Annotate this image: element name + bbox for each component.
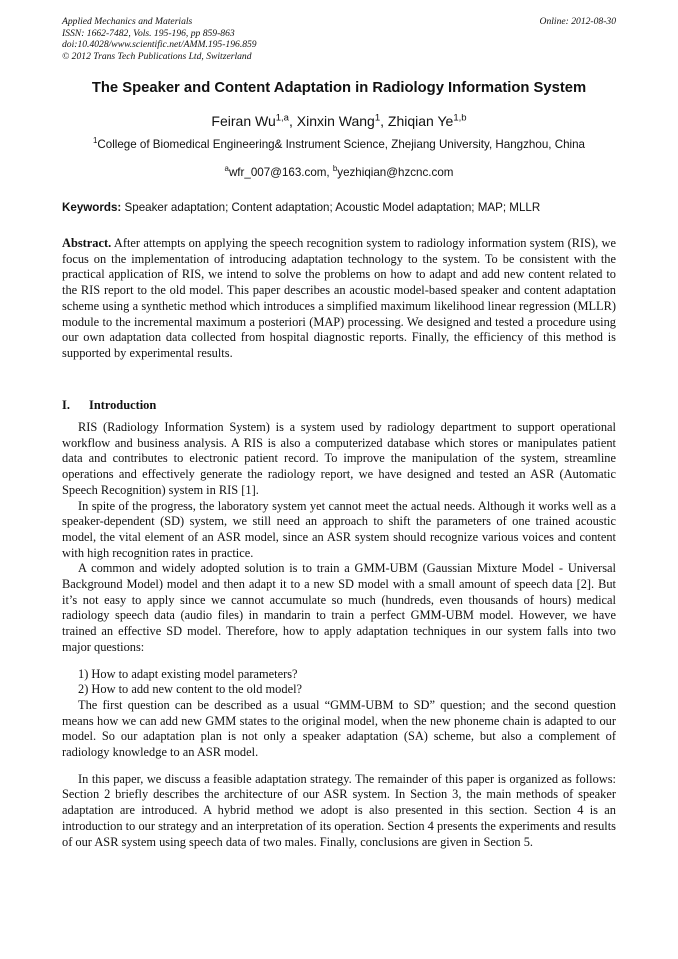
abstract — [62, 236, 616, 362]
paragraph: In spite of the progress, the laboratory system yet cannot meet the actual needs. Although it works well as a speaker-dependent (SD) system, we still need an approach to shift the parameters of one trained acoustic model, the vital element of an ASR model, since an ASR system should recognize various voices and content with high recognition rates in practice. — [62, 498, 616, 560]
section-title: Introduction — [89, 398, 157, 412]
section-heading — [62, 398, 156, 413]
paper-title: The Speaker and Content Adaptation in Radiology Information System — [91, 80, 587, 96]
keywords — [62, 201, 616, 214]
affiliation-text: College of Biomedical Engineering& Instrument Science, Zhejiang University, Hangzhou, China — [97, 138, 586, 151]
paragraph: In this paper, we discuss a feasible adaptation strategy. The remainder of this paper is organized as follows: Section 2 briefly describes the architecture of our ASR system. In Section 3, the main methods of speaker adaptation are introduced. A hybrid method we adopt is also presented in this section. Section 4 is an introduction to our strategy and an interpretation of its operation. Section 4 presents the experiments and results of our ASR system using speech data of two males. Finally, conclusions are given in Section 5. — [62, 771, 616, 849]
affiliation — [40, 138, 638, 151]
keywords-text: Speaker adaptation; Content adaptation; Acoustic Model adaptation; MAP; MLLR — [124, 201, 541, 214]
author-list — [40, 113, 638, 129]
author-emails — [40, 166, 638, 179]
author-affil-mark: 1 — [374, 112, 381, 124]
question-item: 1) How to adapt existing model parameters? — [78, 666, 298, 681]
keywords-label: Keywords: — [62, 201, 122, 214]
paragraph: A common and widely adopted solution is to train a GMM-UBM (Gaussian Mixture Model - Universal Background Model) model and then adapt it to a new SD model with a small amount of speech data [2]. But it’s not easy to apply since we cannot accumulate so much (hundreds, even thousands of hours) medical radiology speech data (audio files) in mandarin to train a perfect GMM-UBM model. However, we have trained an effective SD model. Therefore, how to apply adaptation techniques in our system falls into two major questions: — [62, 561, 616, 654]
paragraph: RIS (Radiology Information System) is a system used by radiology department to support operational workflow and business analysis. A RIS is also a computerized database which stores or manipulates patient data and contributes to electronic patient record. To improve the manipulation of the system, streamline operations and effectively generate the radiology report, we have designed and tested an ASR (Automatic Speech Recognition) system in RIS [1]. — [62, 420, 616, 497]
author-name: Zhiqian Ye — [387, 113, 454, 129]
paragraph: The first question can be described as a usual “GMM-UBM to SD” question; and the second question means how we can add new GMM states to the original model, when the new phoneme chain is adapted to our model. So our adaptation plan is not only a speaker adaptation (SA) scheme, but also a complement of radiology knowledge to an ASR model. — [62, 697, 616, 760]
abstract-text: After attempts on applying the speech recognition system to radiology information system (RIS), we focus on the implementation of introducing adaptation technology to the system. To be consistent with the practical application of RIS, we intend to solve the problems on how to adapt and add new content related to the RIS report to the old model. This paper describes an acoustic model-based speaker and content adaptation scheme using a synthetic method which introduces a simplified maximum likelihood linear regression (MLLR) module to the incremental maximum a posteriori (MAP) processing. We designed and tested a procedure using our own adaptation data collected from hospital diagnostic reports. Finally, the efficiency of this method is supported by experimental results. — [62, 236, 616, 360]
email-b: yezhiqian@hzcnc.com — [337, 166, 454, 179]
author-affil-mark: 1,a — [275, 112, 289, 124]
author-name: Feiran Wu — [211, 113, 276, 129]
email-separator: , — [326, 166, 333, 179]
author-affil-mark: 1,b — [453, 112, 467, 124]
online-date: Online: 2012-08-30 — [539, 16, 616, 27]
introduction-body — [62, 420, 616, 850]
abstract-label: Abstract. — [62, 236, 112, 250]
author-separator: , — [380, 113, 388, 129]
email-mark-a: a — [224, 164, 229, 174]
author-name: Xinxin Wang — [296, 113, 375, 129]
journal-header — [62, 16, 616, 62]
doi-line: doi:10.4028/www.scientific.net/AMM.195-196.859 — [62, 39, 257, 51]
journal-name: Applied Mechanics and Materials — [62, 16, 193, 27]
section-number: I. — [62, 398, 70, 412]
email-a: wfr_007@163.com — [228, 166, 327, 179]
question-item: 2) How to add new content to the old model? — [78, 682, 303, 697]
author-separator: , — [288, 113, 297, 129]
issn-line: ISSN: 1662-7482, Vols. 195-196, pp 859-863 — [62, 27, 235, 39]
affiliation-mark: 1 — [92, 136, 98, 146]
email-mark-b: b — [332, 164, 338, 174]
copyright-line: © 2012 Trans Tech Publications Ltd, Switzerland — [62, 50, 252, 62]
